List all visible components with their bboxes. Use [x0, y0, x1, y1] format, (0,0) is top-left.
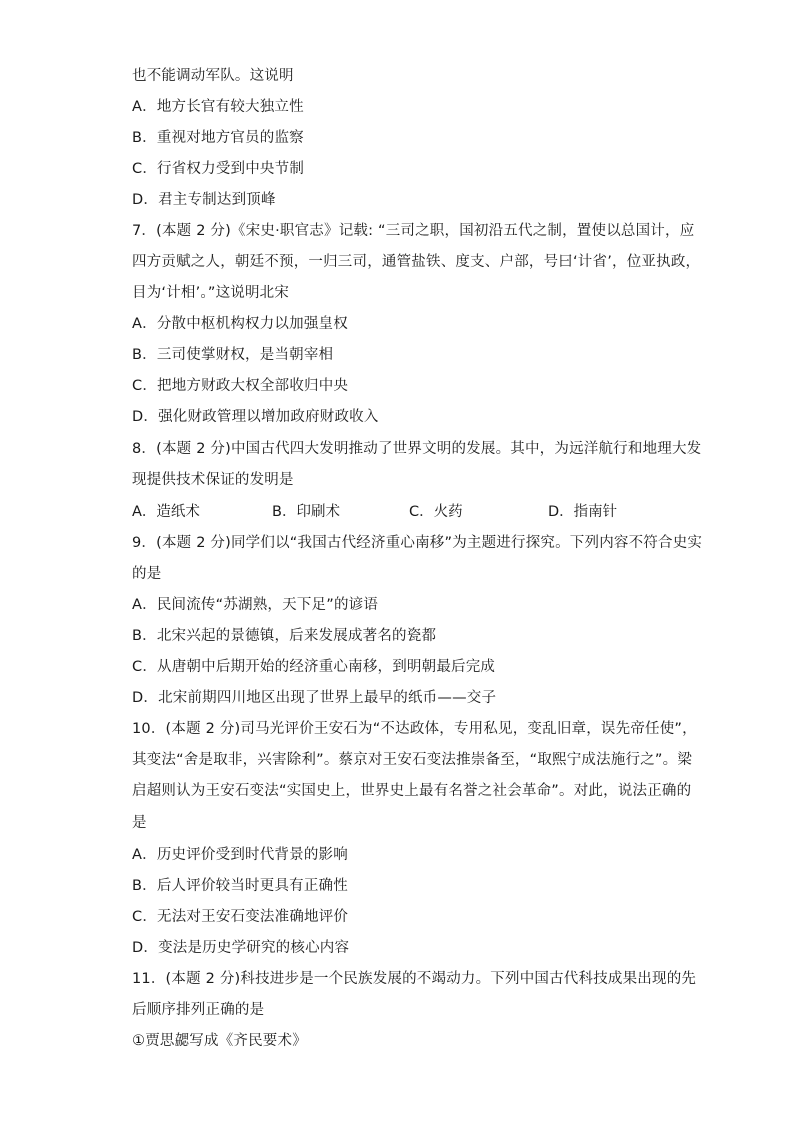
option-line: C．从唐朝中后期开始的经济重心南移，到明朝最后完成	[132, 659, 496, 675]
text-line: 的是	[132, 566, 162, 582]
option-line: B．重视对地方官员的监察	[132, 130, 304, 146]
question-11-stem: 11．(本题 2 分)科技进步是一个民族发展的不竭动力。下列中国古代科技成果出现的先	[132, 971, 697, 987]
option-line: C．把地方财政大权全部收归中央	[132, 378, 349, 394]
text-line: 四方贡赋之人，朝廷不预，一归三司，通管盐铁、度支、户部，号曰‘计省’，位亚执政，	[132, 254, 701, 270]
option-line: C．行省权力受到中央节制	[132, 161, 305, 177]
option-c: C．火药	[409, 504, 463, 520]
option-a: A．造纸术	[132, 504, 200, 520]
text-line: 现提供技术保证的发明是	[132, 472, 294, 488]
option-line: D．君主专制达到顶峰	[132, 192, 276, 208]
text-line: 也不能调动军队。这说明	[132, 68, 294, 84]
option-b: B．印刷术	[272, 504, 340, 520]
option-line: A．分散中枢机构权力以加强皇权	[132, 316, 348, 332]
question-9-stem: 9．(本题 2 分)同学们以“我国古代经济重心南移”为主题进行探究。下列内容不符合史实	[132, 535, 703, 551]
question-7-stem: 7．(本题 2 分)《宋史·职官志》记载: “三司之职，国初沿五代之制，置使以总国计，应	[132, 223, 695, 239]
option-line: A．地方长官有较大独立性	[132, 99, 304, 115]
option-line: C．无法对王安石变法准确地评价	[132, 909, 349, 925]
option-line: B．北宋兴起的景德镇，后来发展成著名的瓷都	[132, 628, 437, 644]
text-line: 是	[132, 815, 147, 831]
option-line: B．三司使掌财权，是当朝宰相	[132, 347, 334, 363]
option-line: A．历史评价受到时代背景的影响	[132, 847, 348, 863]
text-line: 启超则认为王安石变法“实国史上，世界史上最有名誉之社会革命”。对此，说法正确的	[132, 783, 692, 799]
option-line: A．民间流传“苏湖熟，天下足”的谚语	[132, 597, 379, 613]
text-line: 其变法“舍是取非，兴害除利”。蔡京对王安石变法推崇备至，“取熙宁成法施行之”。梁	[132, 752, 693, 768]
option-line: D．北宋前期四川地区出现了世界上最早的纸币——交子	[132, 690, 497, 706]
text-line: 后顺序排列正确的是	[132, 1002, 265, 1018]
option-line: D．变法是历史学研究的核心内容	[132, 940, 350, 956]
option-line: B．后人评价较当时更具有正确性	[132, 878, 348, 894]
option-d: D．指南针	[548, 504, 618, 520]
question-10-stem: 10．(本题 2 分)司马光评价王安石为“不达政体，专用私见，变乱旧章，误先帝任使”，	[132, 721, 697, 737]
question-8-stem: 8．(本题 2 分)中国古代四大发明推动了世界文明的发展。其中，为远洋航行和地理大发	[132, 441, 702, 457]
text-line: ①贾思勰写成《齐民要术》	[132, 1033, 307, 1049]
text-line: 目为‘计相’。”这说明北宋	[132, 285, 290, 301]
option-line: D．强化财政管理以增加政府财政收入	[132, 409, 379, 425]
